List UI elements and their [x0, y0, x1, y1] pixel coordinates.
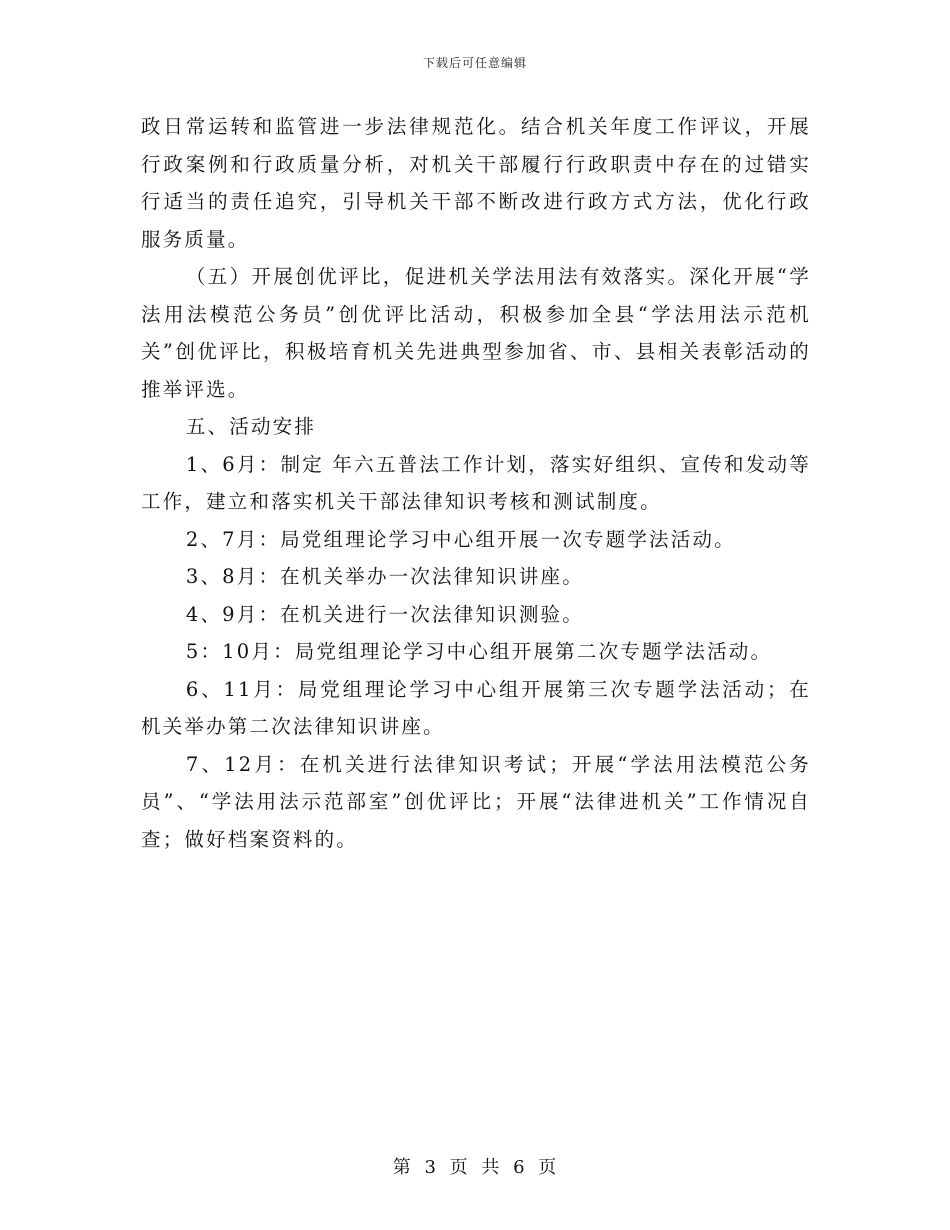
schedule-item: 4、9月：在机关进行一次法律知识测验。: [185, 602, 584, 626]
paragraph: （五）开展创优评比，促进机关学法用法有效落实。深化开展“学法用法模范公务员”创优评比活动，积极参加全县“学法用法示范机关”创优评比，积极培育机关先进典型参加省、市、县相关表彰活动的推举评选。: [141, 265, 811, 401]
section-heading: 五、活动安排: [185, 415, 317, 438]
document-body: [141, 108, 811, 858]
schedule-item: 3、8月：在机关举办一次法律知识讲座。: [185, 565, 584, 588]
paragraph: 政日常运转和监管进一步法律规范化。结合机关年度工作评议，开展行政案例和行政质量分析，对机关干部履行行政职责中存在的过错实行适当的责任追究，引导机关干部不断改进行政方式方法，优化行政服务质量。: [141, 115, 811, 251]
schedule-item: 7、12月：在机关进行法律知识考试；开展“学法用法模范公务员”、“学法用法示范部室”创优评比；开展“法律进机关”工作情况自查；做好档案资料的。: [141, 752, 811, 851]
page-number-footer: 第 3 页 共 6 页: [392, 1157, 558, 1178]
page-header: 下载后可任意编辑: [422, 56, 527, 70]
schedule-item: 6、11月：局党组理论学习中心组开展第三次专题学法活动；在机关举办第二次法律知识讲座。: [141, 677, 811, 738]
schedule-item: 2、7月：局党组理论学习中心组开展一次专题学法活动。: [185, 527, 736, 551]
schedule-item: 1、6月：制定 年六五普法工作计划，落实好组织、宣传和发动等工作，建立和落实机关干部法律知识考核和测试制度。: [141, 452, 811, 513]
schedule-item: 5：10月：局党组理论学习中心组开展第二次专题学法活动。: [185, 640, 773, 663]
